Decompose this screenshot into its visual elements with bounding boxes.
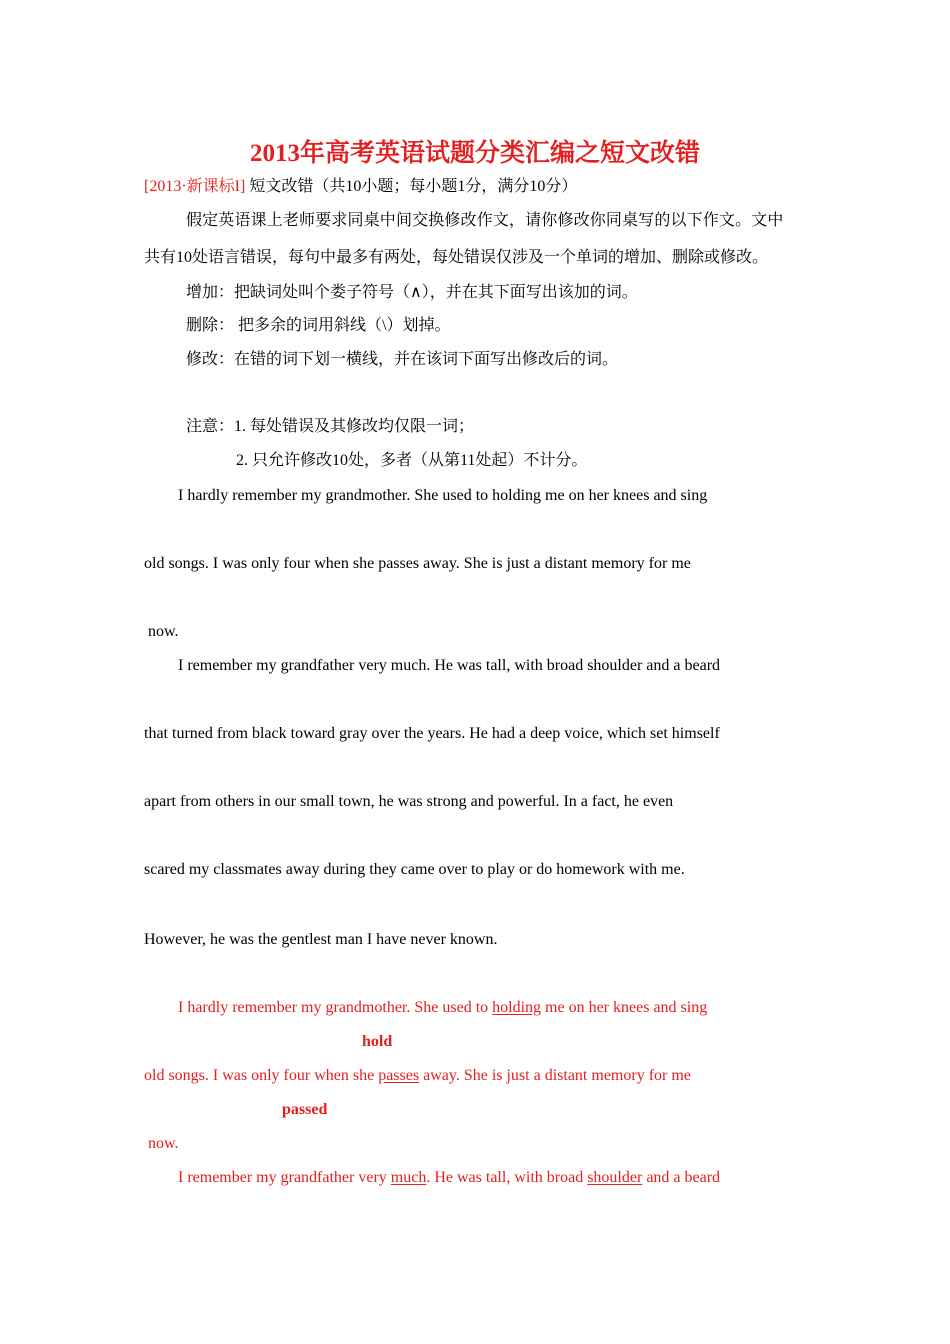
- correction-word: passed: [282, 1101, 328, 1118]
- answer-text: I remember my grandfather very: [178, 1169, 391, 1186]
- instruction-line-1: 假定英语课上老师要求同桌中间交换修改作文，请你修改你同桌写的以下作文。文中: [186, 212, 784, 229]
- passage-line-5: that turned from black toward gray over the years. He had a deep voice, which set himself: [144, 725, 720, 742]
- answer-text: old songs. I was only four when she: [144, 1067, 379, 1084]
- error-word: much: [390, 1169, 427, 1186]
- passage-line-7: scared my classmates away during they came over to play or do homework with me.: [144, 861, 685, 878]
- answer-text: . He was tall, with broad: [426, 1169, 588, 1186]
- note-2: 2. 只允许修改10处，多者（从第11处起）不计分。: [236, 452, 588, 469]
- answer-text: and a beard: [642, 1169, 721, 1186]
- passage-line-3: now.: [148, 623, 179, 640]
- answer-line-1: [178, 998, 707, 1018]
- instruction-line-2: 共有10处语言错误，每句中最多有两处，每处错误仅涉及一个单词的增加、删除或修改。: [144, 249, 769, 266]
- answer-text: me on her knees and sing: [541, 999, 708, 1016]
- instruction-delete: 删除： 把多余的词用斜线（\）划掉。: [186, 317, 451, 334]
- answer-line-2: [144, 1066, 691, 1086]
- error-word: passes: [378, 1067, 420, 1084]
- source-line: [144, 177, 577, 197]
- page-title: 2013年高考英语试题分类汇编之短文改错: [249, 140, 700, 167]
- instruction-modify: 修改：在错的词下划一横线，并在该词下面写出修改后的词。: [186, 351, 619, 368]
- passage-line-2: old songs. I was only four when she passes away. She is just a distant memory for me: [144, 555, 691, 572]
- passage-line-4: I remember my grandfather very much. He was tall, with broad shoulder and a beard: [178, 657, 721, 674]
- instruction-add: 增加：把缺词处叫个娄子符号（∧），并在其下面写出该加的词。: [186, 284, 638, 301]
- passage-line-8: However, he was the gentlest man I have never known.: [144, 931, 498, 948]
- error-word: shoulder: [587, 1169, 643, 1186]
- correction-word: hold: [362, 1033, 393, 1050]
- source-description: 短文改错（共10小题；每小题1分，满分10分）: [245, 178, 578, 195]
- answer-line-3: now.: [148, 1135, 179, 1152]
- answer-text: away. She is just a distant memory for me: [419, 1067, 691, 1084]
- answer-line-4: [178, 1168, 720, 1188]
- source-tag: [2013·新课标I]: [144, 178, 246, 195]
- answer-text: I hardly remember my grandmother. She used to: [178, 999, 493, 1016]
- note-1: 注意：1. 每处错误及其修改均仅限一词；: [186, 418, 475, 435]
- error-word: holding: [492, 999, 542, 1016]
- passage-line-6: apart from others in our small town, he was strong and powerful. In a fact, he even: [144, 793, 674, 810]
- passage-line-1: I hardly remember my grandmother. She used to holding me on her knees and sing: [178, 487, 708, 504]
